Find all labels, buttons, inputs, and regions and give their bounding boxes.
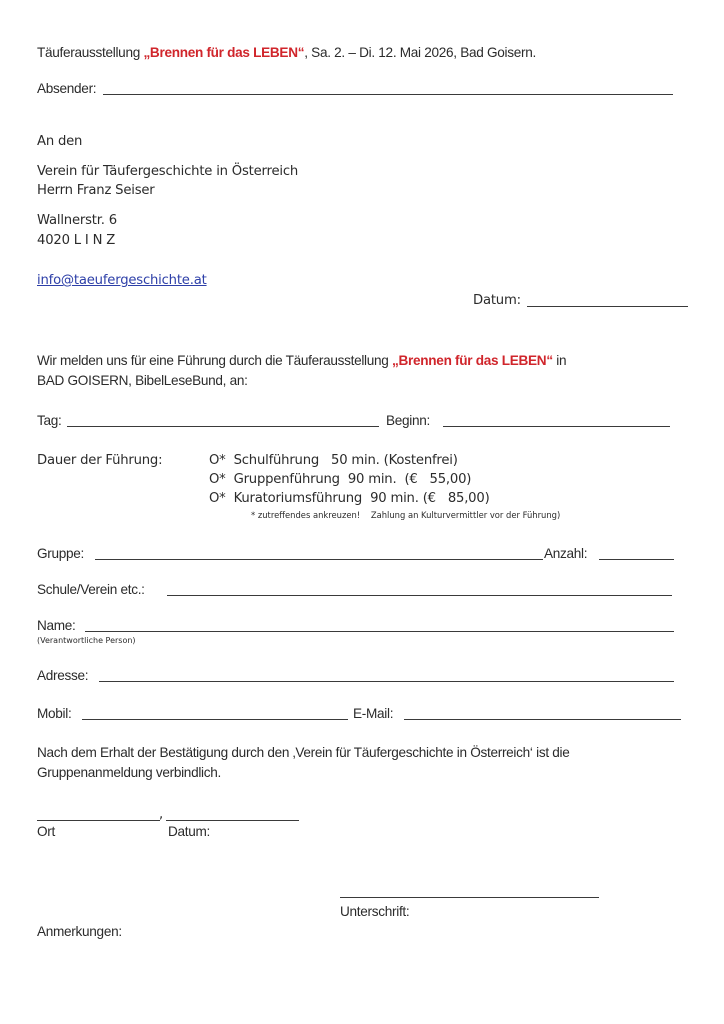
date-input-line[interactable] <box>527 306 688 307</box>
mobile-label: Mobil: <box>37 706 72 721</box>
intro-line-2: BAD GOISERN, BibelLeseBund, an: <box>37 373 248 388</box>
group-input-line[interactable] <box>95 559 543 560</box>
start-input-line[interactable] <box>443 426 670 427</box>
name-label: Name: <box>37 618 76 633</box>
email-label: E-Mail: <box>353 706 394 721</box>
option-detail: 90 min. (€ 55,00) <box>347 472 472 487</box>
signature-label: Unterschrift: <box>340 904 410 919</box>
duration-label: Dauer der Führung: <box>37 453 163 468</box>
signature-input-line[interactable] <box>340 897 599 898</box>
option-name: Schulführung <box>233 453 320 468</box>
signature-date-label: Datum: <box>168 824 211 839</box>
school-input-line[interactable] <box>167 595 672 596</box>
option-name: Gruppenführung <box>233 472 340 487</box>
intro-exhibition-title: „Brennen für das LEBEN“ <box>392 353 553 368</box>
exhibition-title: „Brennen für das LEBEN“ <box>143 45 305 60</box>
checkbox-marker[interactable]: O* <box>209 491 226 506</box>
recipient-person: Herrn Franz Seiser <box>37 183 155 198</box>
place-label: Ort <box>37 824 55 839</box>
day-label: Tag: <box>37 413 62 428</box>
count-input-line[interactable] <box>599 559 674 560</box>
duration-footnote: * zutreffendes ankreuzen! Zahlung an Kulturvermittler vor der Führung) <box>251 510 561 520</box>
header-prefix: Täuferausstellung <box>37 45 144 60</box>
recipient-street: Wallnerstr. 6 <box>37 213 117 228</box>
intro-text: Wir melden uns für eine Führung durch die Täuferausstellung <box>37 353 393 368</box>
duration-option-school[interactable] <box>209 452 458 470</box>
signature-date-input-line[interactable] <box>166 820 299 821</box>
email-input-line[interactable] <box>404 719 681 720</box>
mobile-input-line[interactable] <box>82 719 348 720</box>
recipient-organization: Verein für Täufergeschichte in Österreich <box>37 164 299 179</box>
confirmation-line-2: Gruppenanmeldung verbindlich. <box>37 765 222 780</box>
sender-input-line[interactable] <box>103 94 673 95</box>
duration-option-curator[interactable] <box>209 490 490 508</box>
recipient-salutation: An den <box>37 134 83 149</box>
recipient-city: 4020 L I N Z <box>37 233 116 248</box>
start-label: Beginn: <box>386 413 431 428</box>
checkbox-marker[interactable]: O* <box>209 472 226 487</box>
duration-option-group[interactable] <box>209 471 471 489</box>
address-label: Adresse: <box>37 668 89 683</box>
place-date-comma: , <box>159 807 163 822</box>
school-label: Schule/Verein etc.: <box>37 582 145 597</box>
date-label: Datum: <box>473 293 521 308</box>
confirmation-line-1: Nach dem Erhalt der Bestätigung durch den ‚Verein für Täufergeschichte in Österreich‘ ist die <box>37 745 570 760</box>
sender-label: Absender: <box>37 81 97 96</box>
group-label: Gruppe: <box>37 546 85 561</box>
intro-line-1 <box>37 352 566 370</box>
option-detail: 90 min. (€ 85,00) <box>370 491 490 506</box>
remarks-label: Anmerkungen: <box>37 924 122 939</box>
count-label: Anzahl: <box>544 546 588 561</box>
name-hint: (Verantwortliche Person) <box>37 636 136 645</box>
option-name: Kuratoriumsführung <box>233 491 363 506</box>
header-dates: , Sa. 2. – Di. 12. Mai 2026, Bad Goisern. <box>304 45 536 60</box>
place-input-line[interactable] <box>37 820 160 821</box>
intro-suffix: in <box>552 353 567 368</box>
address-input-line[interactable] <box>99 681 674 682</box>
exhibition-header <box>37 44 536 62</box>
name-input-line[interactable] <box>85 631 674 632</box>
checkbox-marker[interactable]: O* <box>209 453 226 468</box>
day-input-line[interactable] <box>67 426 379 427</box>
option-detail: 50 min. (Kostenfrei) <box>331 453 458 468</box>
recipient-email-link[interactable]: info@taeufergeschichte.at <box>37 273 207 288</box>
